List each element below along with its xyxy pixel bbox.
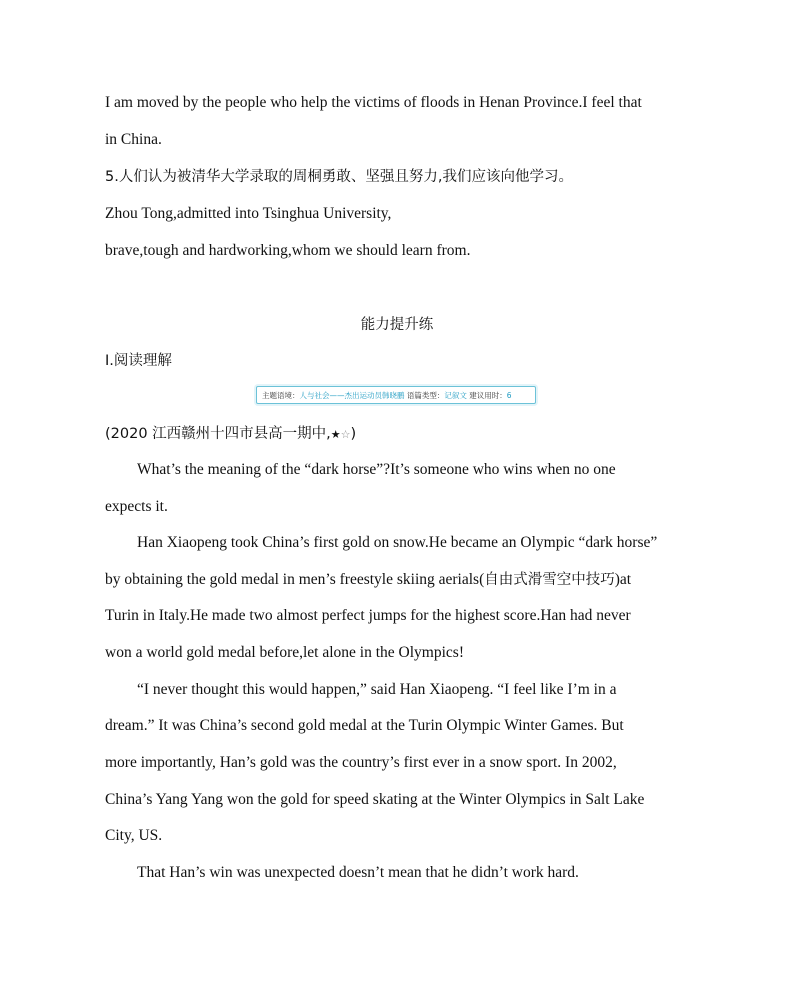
passage-line: City, US. (105, 827, 163, 844)
star-filled-icon: ★ (330, 428, 341, 441)
source-note (105, 424, 694, 445)
passage-line: “I never thought this would happen,” said Han Xiaopeng. “I feel like I’m in a (137, 681, 617, 698)
passage-line: won a world gold medal before,let alone in the Olympics! (105, 644, 464, 661)
passage-line: expects it. (105, 498, 168, 515)
difficulty-star-icon (331, 428, 351, 441)
sentence-line: in China. (105, 131, 162, 148)
passage-line: Han Xiaopeng took China’s first gold on snow.He became an Olympic “dark horse” (137, 534, 658, 551)
question-5-english-line: brave,tough and hardworking,whom we should learn from. (105, 242, 471, 259)
genre-label: 语篇类型： (404, 391, 445, 400)
source-text: (2020 江西赣州十四市县高一期中, (105, 426, 331, 442)
time-value: 6 (506, 391, 512, 400)
passage-line: Turin in Italy.He made two almost perfect jumps for the highest score.Han had never (105, 607, 631, 624)
theme-value: 人与社会——杰出运动员韩晓鹏 (299, 391, 405, 400)
passage-line: What’s the meaning of the “dark horse”?It’s someone who wins when no one (137, 461, 616, 478)
genre-value: 记叙文 (444, 391, 467, 400)
sentence-line: I am moved by the people who help the victims of floods in Henan Province.I feel that (105, 94, 642, 111)
question-5-chinese: 5.人们认为被清华大学录取的周桐勇敢、坚强且努力,我们应该向他学习。 (105, 169, 573, 185)
passage-text: by obtaining the gold medal in men’s freestyle skiing aerials( (105, 571, 485, 588)
section-title: 能力提升练 (360, 317, 434, 333)
part-heading: Ⅰ.阅读理解 (105, 353, 172, 369)
passage-text: )at (614, 571, 632, 588)
question-5-english-line: Zhou Tong,admitted into Tsinghua University, (105, 205, 392, 222)
passage-line: more importantly, Han’s gold was the country’s first ever in a snow sport. In 2002, (105, 754, 617, 771)
theme-tag-bar (256, 386, 536, 404)
passage-line: That Han’s win was unexpected doesn’t mean that he didn’t work hard. (137, 864, 579, 881)
passage-line: dream.” It was China’s second gold medal at the Turin Olympic Winter Games. But (105, 717, 624, 734)
passage-line: China’s Yang Yang won the gold for speed skating at the Winter Olympics in Salt Lake (105, 791, 645, 808)
chinese-gloss: 自由式滑雪空中技巧 (484, 572, 615, 588)
theme-label: 主题语境： (262, 391, 300, 400)
source-close: ) (350, 426, 357, 442)
passage-line (105, 570, 694, 590)
time-label: 建议用时： (466, 391, 507, 400)
star-hollow-icon: ☆ (340, 428, 351, 441)
